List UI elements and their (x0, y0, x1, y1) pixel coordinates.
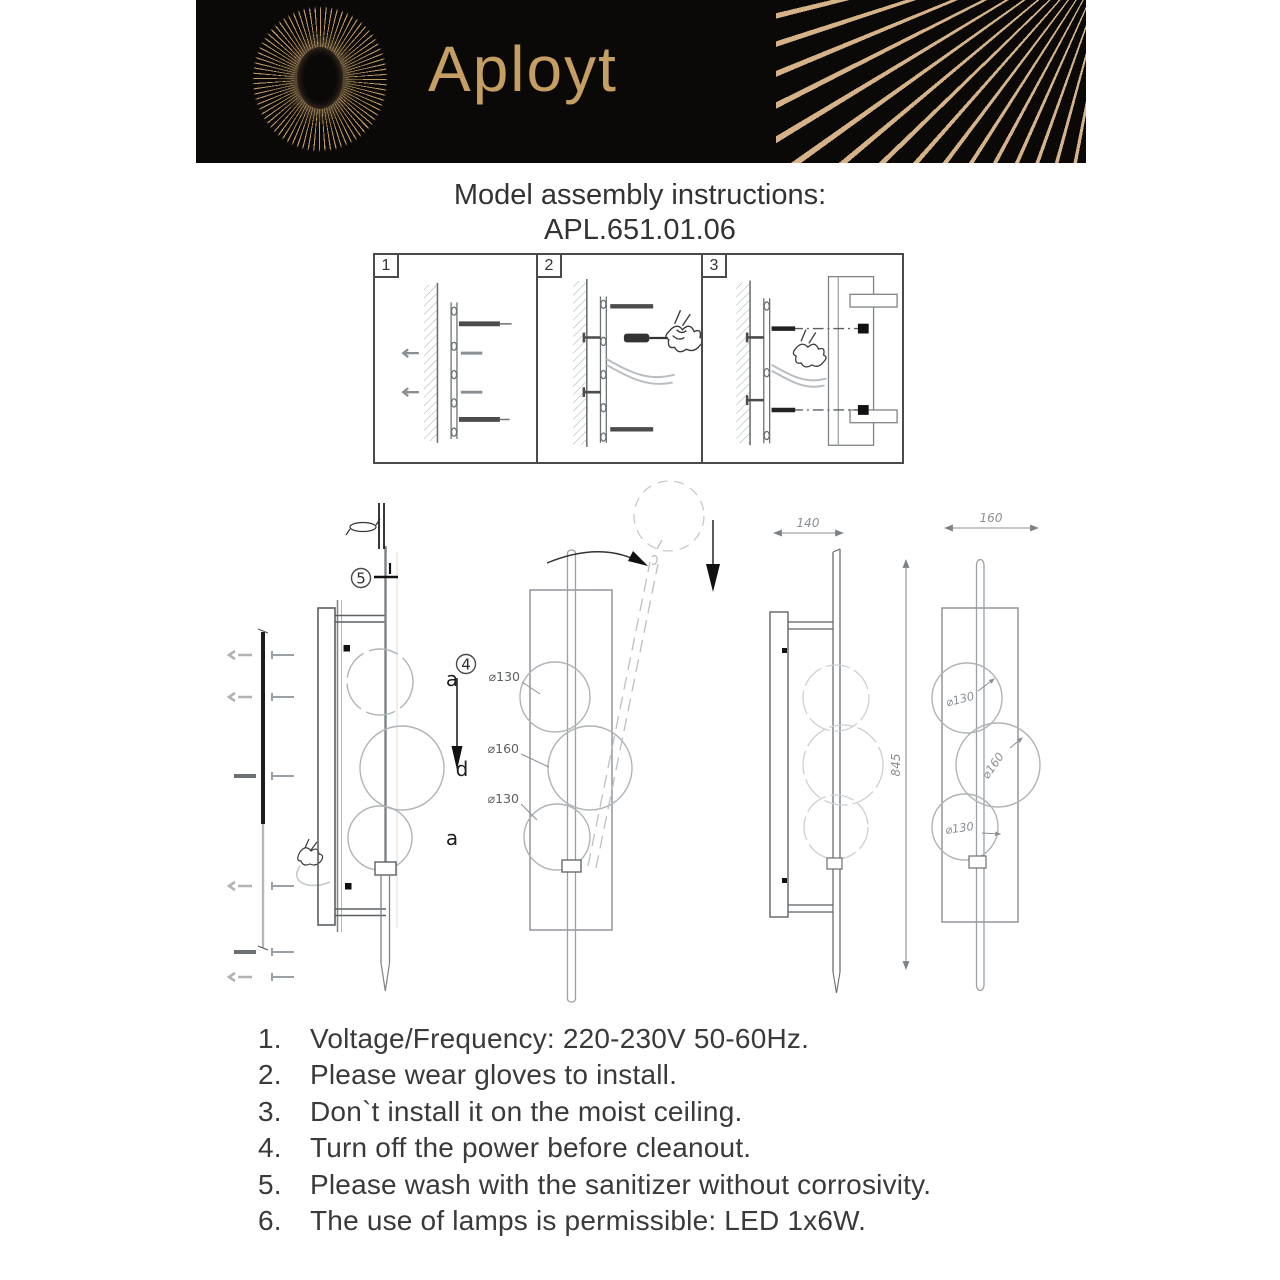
item-text: Don`t install it on the moist ceiling. (310, 1095, 743, 1127)
front-dia-mid-label: ⌀160 (487, 741, 519, 756)
panel-2-number-badge: 2 (536, 253, 562, 278)
dim-front-width-label: 160 (979, 511, 1003, 525)
item-text: Turn off the power before cleanout. (310, 1132, 752, 1164)
page-title: Model assembly instructions: (453, 179, 827, 211)
list-item (258, 1203, 931, 1239)
instructions-list (258, 1021, 931, 1239)
dims-dia-bottom-label: ⌀130 (944, 819, 975, 837)
callout-4: 4 (461, 655, 471, 674)
dim-side-width-label: 140 (796, 516, 820, 530)
item-number: 1. (258, 1023, 282, 1054)
ray-fan-decoration-icon (776, 0, 1086, 163)
model-code: APL.651.01.06 (544, 214, 736, 246)
callout-5: 5 (356, 569, 366, 588)
technical-drawings (210, 470, 1090, 1020)
dim-height-label: 845 (889, 753, 903, 777)
item-text: Please wear gloves to install. (310, 1059, 678, 1091)
list-item (258, 1057, 931, 1093)
item-number: 4. (258, 1132, 282, 1164)
figure-globe-install (488, 481, 720, 1002)
brand-wordmark: Aployt (428, 33, 618, 105)
item-number: 5. (258, 1168, 282, 1200)
panel-3-number-badge: 3 (701, 253, 727, 278)
panel-step-2 (536, 253, 703, 464)
item-number: 3. (258, 1095, 282, 1127)
sunburst-core (297, 47, 343, 109)
label-d: d (455, 757, 469, 781)
panel-3-art (703, 255, 902, 462)
front-dia-top-label: ⌀130 (488, 669, 520, 684)
item-text: Voltage/Frequency: 220-230V 50-60Hz. (310, 1023, 810, 1054)
list-item (258, 1094, 931, 1130)
item-number: 2. (258, 1059, 282, 1091)
item-text: The use of lamps is permissible: LED 1x6W. (310, 1205, 867, 1237)
dims-dia-top-label: ⌀130 (944, 688, 976, 710)
list-item (258, 1167, 931, 1203)
list-item (258, 1130, 931, 1166)
item-number: 6. (258, 1205, 282, 1237)
assembly-step-panels (373, 253, 904, 464)
front-dia-bottom-label: ⌀130 (487, 791, 519, 806)
panel-1-art (375, 255, 536, 462)
panel-step-1 (373, 253, 538, 464)
panel-step-3 (701, 253, 904, 464)
list-item (258, 1021, 931, 1057)
item-text: Please wash with the sanitizer without corrosivity. (310, 1168, 932, 1200)
label-a-bottom: a (445, 826, 459, 850)
header-banner (196, 0, 1086, 163)
dims-dia-mid-label: ⌀160 (978, 749, 1007, 782)
figure-front-dimensions (932, 511, 1040, 991)
figure-main-assembly (318, 503, 476, 991)
figure-exploded-fasteners (229, 629, 330, 981)
panel-1-number-badge: 1 (373, 253, 399, 278)
panel-2-art (538, 255, 701, 462)
figure-side-dimensions (770, 516, 906, 993)
label-a-top: a (445, 667, 459, 691)
